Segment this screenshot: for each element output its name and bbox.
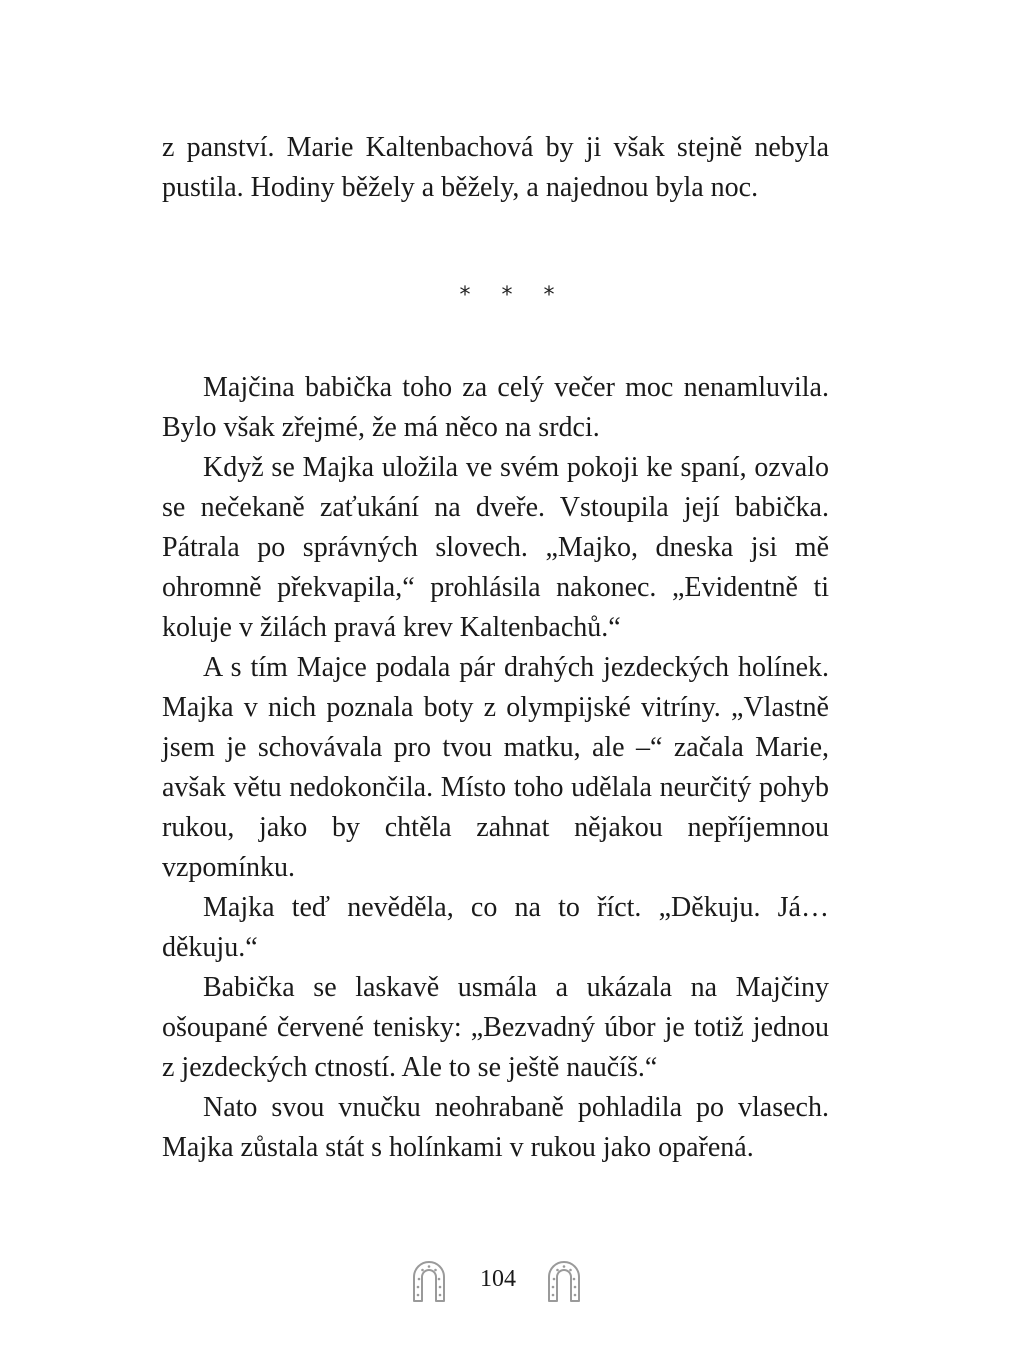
horseshoe-icon bbox=[408, 1255, 450, 1305]
text-block-top bbox=[162, 128, 829, 208]
page-number: 104 bbox=[480, 1266, 516, 1292]
paragraph: Babička se laskavě usmála a ukázala na Majčiny ošoupané červené tenisky: „Bezvadný úbor je totiž jednou z jezdeckých ctností. Ale to se ještě naučíš.“ bbox=[162, 972, 829, 1083]
paragraph: Když se Majka uložila ve svém pokoji ke spaní, ozvalo se nečekaně zaťukání na dveře. Vstoupila její babička. Pátrala po správných slovech. „Majko, dneska jsi mě ohromně překvapila,“ prohlásila nakonec. „Evidentně ti koluje v žilách pravá krev Kaltenbachů.“ bbox=[162, 452, 829, 643]
horseshoe-icon bbox=[543, 1255, 585, 1305]
separator-asterisk: * bbox=[501, 283, 523, 308]
page-footer bbox=[0, 1252, 1024, 1312]
paragraph: A s tím Majce podala pár drahých jezdeckých holínek. Majka v nich poznala boty z olympijské vitríny. „Vlastně jsem je schovávala pro tvou matku, ale –“ začala Marie, avšak větu nedokončila. Místo toho udělala neurčitý pohyb rukou, jako by chtěla zahnat nějakou nepříjemnou vzpomínku. bbox=[162, 652, 829, 883]
paragraph: Majka teď nevěděla, co na to říct. „Děkuju. Já… děkuju.“ bbox=[162, 892, 829, 963]
section-separator bbox=[0, 283, 1024, 308]
paragraph: Nato svou vnučku neohrabaně pohladila po vlasech. Majka zůstala stát s holínkami v rukou jako opařená. bbox=[162, 1092, 829, 1163]
separator-asterisk: * bbox=[543, 283, 565, 308]
paragraph: z panství. Marie Kaltenbachová by ji však stejně nebyla pustila. Hodiny běžely a běžely, a najednou byla noc. bbox=[162, 132, 829, 203]
paragraph: Majčina babička toho za celý večer moc nenamluvila. Bylo však zřejmé, že má něco na srdci. bbox=[162, 372, 829, 443]
separator-asterisk: * bbox=[459, 283, 481, 308]
text-block-main bbox=[162, 368, 829, 1168]
